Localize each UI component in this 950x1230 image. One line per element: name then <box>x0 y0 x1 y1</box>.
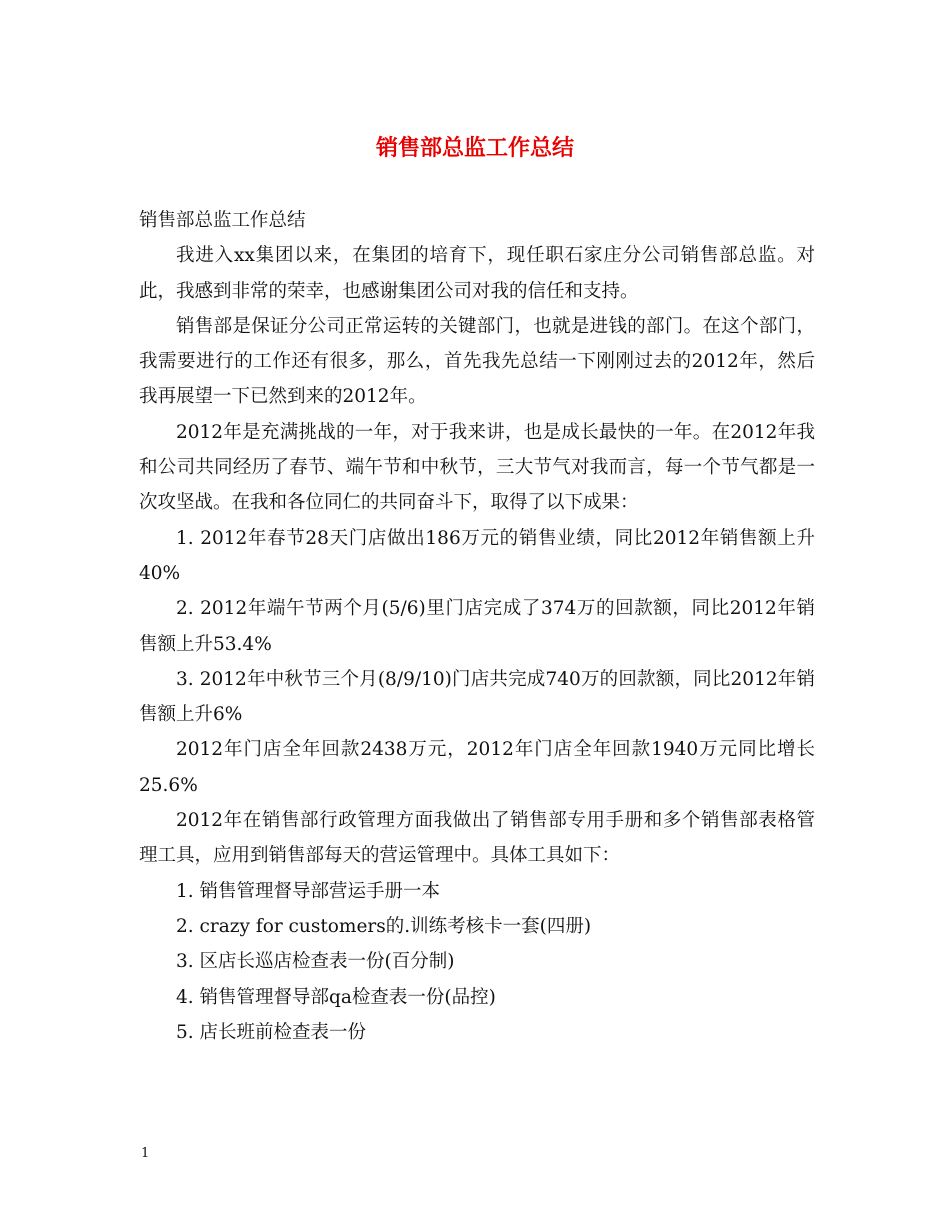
paragraph: 2012年门店全年回款2438万元，2012年门店全年回款1940万元同比增长25.6% <box>139 739 815 796</box>
paragraph: 2. 2012年端午节两个月(5/6)里门店完成了374万的回款额，同比2012年销售额上升53.4% <box>139 598 815 655</box>
list-item: 3. 区店长巡店检查表一份(百分制) <box>176 951 455 973</box>
list-item: 4. 销售管理督导部qa检查表一份(品控) <box>176 986 496 1008</box>
document-body <box>139 203 815 1050</box>
list-item: 2. crazy for customers的.训练考核卡一套(四册) <box>176 915 592 937</box>
document-title: 销售部总监工作总结 <box>375 135 574 161</box>
paragraph: 2012年在销售部行政管理方面我做出了销售部专用手册和多个销售部表格管理工具，应用到销售部每天的营运管理中。具体工具如下： <box>139 810 815 867</box>
document-subtitle: 销售部总监工作总结 <box>139 210 306 231</box>
paragraph: 3. 2012年中秋节三个月(8/9/10)门店共完成740万的回款额，同比2012年销售额上升6% <box>139 668 815 726</box>
list-item: 5. 店长班前检查表一份 <box>176 1021 367 1043</box>
paragraph: 1. 2012年春节28天门店做出186万元的销售业绩，同比2012年销售额上升40% <box>139 527 815 584</box>
paragraph: 2012年是充满挑战的一年，对于我来讲，也是成长最快的一年。在2012年我和公司共同经历了春节、端午节和中秋节，三大节气对我而言，每一个节气都是一次攻坚战。在我和各位同仁的共同奋斗下，取得了以下成果： <box>139 421 815 514</box>
paragraph: 销售部是保证分公司正常运转的关键部门，也就是进钱的部门。在这个部门，我需要进行的工作还有很多，那么，首先我先总结一下刚刚过去的2012年，然后我再展望一下已然到来的2012年。 <box>139 315 815 408</box>
paragraph: 我进入xx集团以来，在集团的培育下，现任职石家庄分公司销售部总监。对此，我感到非常的荣幸，也感谢集团公司对我的信任和支持。 <box>139 245 815 302</box>
page-number: 1 <box>141 1146 150 1161</box>
list-item: 1. 销售管理督导部营运手册一本 <box>176 880 441 902</box>
